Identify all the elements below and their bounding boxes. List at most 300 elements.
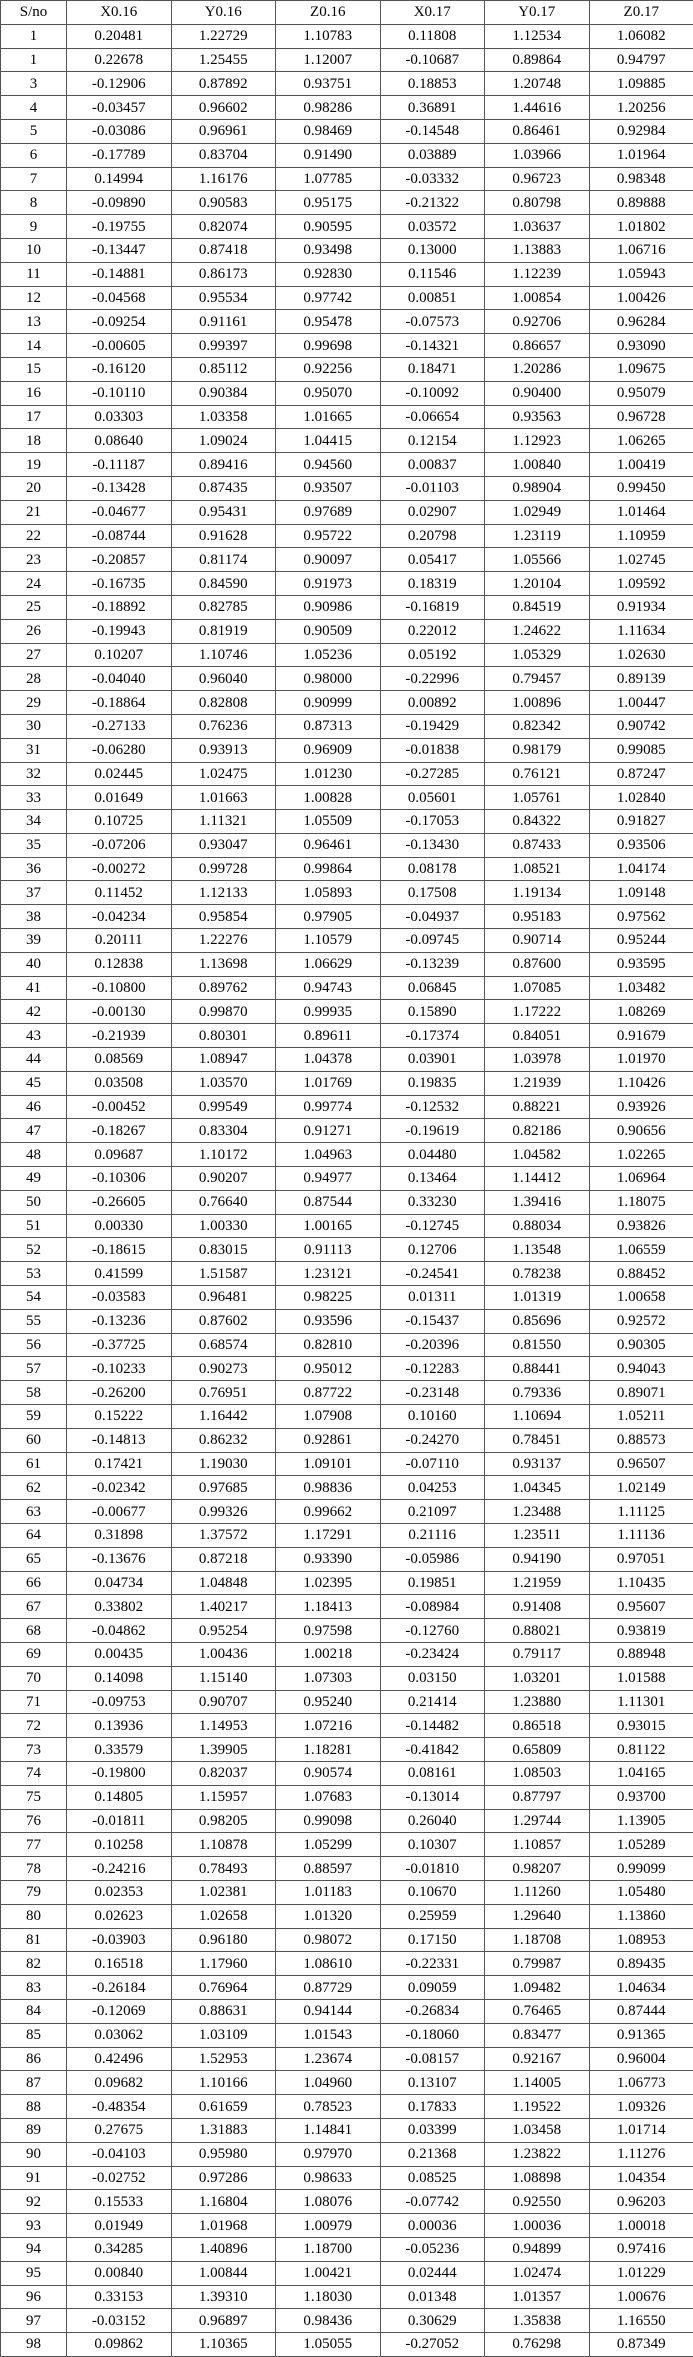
row-number-cell: 71 bbox=[1, 1690, 67, 1714]
table-cell: 1.08610 bbox=[276, 1952, 381, 1976]
row-number-cell: 39 bbox=[1, 929, 67, 953]
table-cell: 1.02630 bbox=[589, 643, 693, 667]
table-cell: 0.03901 bbox=[380, 1048, 485, 1072]
table-cell: 1.10959 bbox=[589, 524, 693, 548]
table-cell: 0.21368 bbox=[380, 2142, 485, 2166]
table-cell: 0.87600 bbox=[485, 952, 590, 976]
table-cell: 1.20104 bbox=[485, 572, 590, 596]
table-cell: 1.23822 bbox=[485, 2142, 590, 2166]
table-cell: 1.25455 bbox=[171, 48, 276, 72]
row-number-cell: 27 bbox=[1, 643, 67, 667]
table-row bbox=[1, 1809, 693, 1833]
table-row bbox=[1, 1167, 693, 1191]
table-cell: 0.88452 bbox=[589, 1262, 693, 1286]
table-row bbox=[1, 1476, 693, 1500]
table-row bbox=[1, 548, 693, 572]
row-number-cell: 38 bbox=[1, 905, 67, 929]
row-number-cell: 3 bbox=[1, 72, 67, 96]
table-cell: 1.04960 bbox=[276, 2071, 381, 2095]
table-cell: 1.00658 bbox=[589, 1286, 693, 1310]
table-cell: 0.91934 bbox=[589, 595, 693, 619]
table-cell: 1.02474 bbox=[485, 2261, 590, 2285]
table-cell: 1.07085 bbox=[485, 976, 590, 1000]
row-number-cell: 77 bbox=[1, 1833, 67, 1857]
table-cell: 0.21116 bbox=[380, 1524, 485, 1548]
row-number-cell: 36 bbox=[1, 857, 67, 881]
table-cell: 0.82186 bbox=[485, 1119, 590, 1143]
table-cell: -0.08157 bbox=[380, 2047, 485, 2071]
table-row bbox=[1, 2261, 693, 2285]
table-cell: 1.05211 bbox=[589, 1405, 693, 1429]
table-cell: 1.06559 bbox=[589, 1238, 693, 1262]
table-cell: 0.21414 bbox=[380, 1690, 485, 1714]
table-row bbox=[1, 500, 693, 524]
row-number-cell: 95 bbox=[1, 2261, 67, 2285]
table-cell: 1.24622 bbox=[485, 619, 590, 643]
table-cell: 0.79336 bbox=[485, 1381, 590, 1405]
table-cell: 0.33802 bbox=[67, 1595, 172, 1619]
row-number-cell: 94 bbox=[1, 2237, 67, 2261]
table-cell: 1.06082 bbox=[589, 24, 693, 48]
table-cell: 0.10160 bbox=[380, 1405, 485, 1429]
table-cell: 1.13905 bbox=[589, 1809, 693, 1833]
table-cell: 0.04480 bbox=[380, 1143, 485, 1167]
table-cell: 0.16518 bbox=[67, 1952, 172, 1976]
table-cell: 1.00419 bbox=[589, 453, 693, 477]
table-cell: 0.91679 bbox=[589, 1024, 693, 1048]
table-cell: 1.08076 bbox=[276, 2190, 381, 2214]
table-cell: 0.10670 bbox=[380, 1880, 485, 1904]
table-cell: 0.79987 bbox=[485, 1952, 590, 1976]
table-cell: 1.18700 bbox=[276, 2237, 381, 2261]
table-cell: 1.05236 bbox=[276, 643, 381, 667]
row-number-cell: 63 bbox=[1, 1500, 67, 1524]
table-row bbox=[1, 72, 693, 96]
table-row bbox=[1, 476, 693, 500]
table-cell: 0.95478 bbox=[276, 310, 381, 334]
table-row bbox=[1, 1880, 693, 1904]
row-number-cell: 62 bbox=[1, 1476, 67, 1500]
table-row bbox=[1, 667, 693, 691]
header-row bbox=[1, 1, 693, 25]
table-cell: 0.91271 bbox=[276, 1119, 381, 1143]
table-row bbox=[1, 833, 693, 857]
table-row bbox=[1, 2237, 693, 2261]
table-cell: 0.93015 bbox=[589, 1714, 693, 1738]
table-cell: 0.83015 bbox=[171, 1238, 276, 1262]
table-cell: 0.19851 bbox=[380, 1571, 485, 1595]
table-cell: 0.93506 bbox=[589, 833, 693, 857]
table-cell: 0.95070 bbox=[276, 381, 381, 405]
row-number-cell: 93 bbox=[1, 2214, 67, 2238]
table-cell: 1.20286 bbox=[485, 357, 590, 381]
row-number-cell: 79 bbox=[1, 1880, 67, 1904]
row-number-cell: 61 bbox=[1, 1452, 67, 1476]
table-row bbox=[1, 2095, 693, 2119]
table-cell: -0.17053 bbox=[380, 810, 485, 834]
table-cell: -0.26834 bbox=[380, 1999, 485, 2023]
table-cell: 0.92256 bbox=[276, 357, 381, 381]
table-cell: -0.13428 bbox=[67, 476, 172, 500]
table-cell: 1.00447 bbox=[589, 691, 693, 715]
row-number-cell: 33 bbox=[1, 786, 67, 810]
row-number-cell: 96 bbox=[1, 2285, 67, 2309]
table-cell: 1.16442 bbox=[171, 1405, 276, 1429]
table-cell: 1.09885 bbox=[589, 72, 693, 96]
table-cell: 1.07216 bbox=[276, 1714, 381, 1738]
table-cell: 0.89888 bbox=[589, 191, 693, 215]
table-cell: 1.12534 bbox=[485, 24, 590, 48]
row-number-cell: 74 bbox=[1, 1761, 67, 1785]
table-row bbox=[1, 952, 693, 976]
table-cell: -0.04234 bbox=[67, 905, 172, 929]
table-cell: -0.23424 bbox=[380, 1642, 485, 1666]
table-cell: 0.99935 bbox=[276, 1000, 381, 1024]
table-cell: 0.93090 bbox=[589, 334, 693, 358]
table-cell: -0.03152 bbox=[67, 2309, 172, 2333]
table-cell: -0.12760 bbox=[380, 1619, 485, 1643]
table-cell: -0.13236 bbox=[67, 1309, 172, 1333]
table-cell: 0.31898 bbox=[67, 1524, 172, 1548]
table-cell: 0.00330 bbox=[67, 1214, 172, 1238]
table-cell: 1.40217 bbox=[171, 1595, 276, 1619]
row-number-cell: 29 bbox=[1, 691, 67, 715]
table-cell: 0.36891 bbox=[380, 96, 485, 120]
table-row bbox=[1, 238, 693, 262]
table-cell: -0.20396 bbox=[380, 1333, 485, 1357]
table-cell: 0.17833 bbox=[380, 2095, 485, 2119]
table-cell: 1.01357 bbox=[485, 2285, 590, 2309]
table-row bbox=[1, 1619, 693, 1643]
table-cell: -0.18864 bbox=[67, 691, 172, 715]
row-number-cell: 98 bbox=[1, 2333, 67, 2357]
table-cell: -0.13676 bbox=[67, 1547, 172, 1571]
table-cell: 1.16550 bbox=[589, 2309, 693, 2333]
table-cell: 0.08178 bbox=[380, 857, 485, 881]
table-cell: 0.90509 bbox=[276, 619, 381, 643]
table-cell: -0.19619 bbox=[380, 1119, 485, 1143]
table-cell: 0.14805 bbox=[67, 1785, 172, 1809]
table-cell: 1.05055 bbox=[276, 2333, 381, 2357]
row-number-cell: 10 bbox=[1, 238, 67, 262]
table-row bbox=[1, 2333, 693, 2357]
row-number-cell: 88 bbox=[1, 2095, 67, 2119]
table-cell: 0.84051 bbox=[485, 1024, 590, 1048]
table-cell: -0.19800 bbox=[67, 1761, 172, 1785]
table-cell: -0.09890 bbox=[67, 191, 172, 215]
row-number-cell: 83 bbox=[1, 1976, 67, 2000]
table-cell: -0.23148 bbox=[380, 1381, 485, 1405]
table-cell: 0.09687 bbox=[67, 1143, 172, 1167]
table-cell: 1.14841 bbox=[276, 2118, 381, 2142]
table-cell: 0.03508 bbox=[67, 1071, 172, 1095]
table-cell: 0.15533 bbox=[67, 2190, 172, 2214]
table-row bbox=[1, 857, 693, 881]
table-cell: -0.15437 bbox=[380, 1309, 485, 1333]
table-cell: 0.82037 bbox=[171, 1761, 276, 1785]
table-cell: 0.06845 bbox=[380, 976, 485, 1000]
table-cell: 0.85112 bbox=[171, 357, 276, 381]
table-cell: 1.02658 bbox=[171, 1904, 276, 1928]
row-number-cell: 19 bbox=[1, 453, 67, 477]
table-cell: -0.04677 bbox=[67, 500, 172, 524]
table-cell: 1.09024 bbox=[171, 429, 276, 453]
table-cell: 1.44616 bbox=[485, 96, 590, 120]
table-cell: 0.90583 bbox=[171, 191, 276, 215]
row-number-cell: 44 bbox=[1, 1048, 67, 1072]
table-cell: 0.97970 bbox=[276, 2142, 381, 2166]
table-cell: 1.16804 bbox=[171, 2190, 276, 2214]
table-cell: -0.26184 bbox=[67, 1976, 172, 2000]
table-cell: 0.98000 bbox=[276, 667, 381, 691]
table-cell: 1.19134 bbox=[485, 881, 590, 905]
table-cell: -0.18615 bbox=[67, 1238, 172, 1262]
table-cell: -0.05986 bbox=[380, 1547, 485, 1571]
table-cell: 1.11634 bbox=[589, 619, 693, 643]
table-cell: 0.10258 bbox=[67, 1833, 172, 1857]
table-cell: 1.19522 bbox=[485, 2095, 590, 2119]
table-cell: 1.20748 bbox=[485, 72, 590, 96]
table-cell: 0.97689 bbox=[276, 500, 381, 524]
table-cell: 0.97051 bbox=[589, 1547, 693, 1571]
table-row bbox=[1, 2047, 693, 2071]
table-cell: 0.78493 bbox=[171, 1857, 276, 1881]
table-row bbox=[1, 643, 693, 667]
table-cell: -0.14482 bbox=[380, 1714, 485, 1738]
table-cell: -0.11187 bbox=[67, 453, 172, 477]
row-number-cell: 60 bbox=[1, 1428, 67, 1452]
table-cell: -0.24216 bbox=[67, 1857, 172, 1881]
table-cell: 0.94977 bbox=[276, 1167, 381, 1191]
table-cell: 0.81122 bbox=[589, 1738, 693, 1762]
table-cell: 0.99099 bbox=[589, 1857, 693, 1881]
table-cell: 1.13548 bbox=[485, 1238, 590, 1262]
table-cell: 0.95534 bbox=[171, 286, 276, 310]
table-cell: 0.94144 bbox=[276, 1999, 381, 2023]
table-cell: 0.15890 bbox=[380, 1000, 485, 1024]
table-cell: 0.65809 bbox=[485, 1738, 590, 1762]
table-row bbox=[1, 1428, 693, 1452]
row-number-cell: 18 bbox=[1, 429, 67, 453]
table-cell: 0.93826 bbox=[589, 1214, 693, 1238]
table-cell: 1.01769 bbox=[276, 1071, 381, 1095]
table-cell: 0.11808 bbox=[380, 24, 485, 48]
table-row bbox=[1, 1547, 693, 1571]
table-cell: 1.18030 bbox=[276, 2285, 381, 2309]
row-number-cell: 97 bbox=[1, 2309, 67, 2333]
row-number-cell: 80 bbox=[1, 1904, 67, 1928]
table-cell: 1.05480 bbox=[589, 1880, 693, 1904]
table-cell: -0.10687 bbox=[380, 48, 485, 72]
table-cell: -0.09745 bbox=[380, 929, 485, 953]
row-number-cell: 25 bbox=[1, 595, 67, 619]
table-cell: 0.96461 bbox=[276, 833, 381, 857]
table-cell: -0.06654 bbox=[380, 405, 485, 429]
row-number-cell: 14 bbox=[1, 334, 67, 358]
table-cell: 1.04634 bbox=[589, 1976, 693, 2000]
column-header-y017: Y0.17 bbox=[485, 1, 590, 25]
table-cell: 1.04848 bbox=[171, 1571, 276, 1595]
table-cell: -0.22331 bbox=[380, 1952, 485, 1976]
table-cell: 0.09862 bbox=[67, 2333, 172, 2357]
table-cell: 0.93390 bbox=[276, 1547, 381, 1571]
table-cell: 0.93047 bbox=[171, 833, 276, 857]
row-number-cell: 72 bbox=[1, 1714, 67, 1738]
table-row bbox=[1, 595, 693, 619]
table-cell: 0.78451 bbox=[485, 1428, 590, 1452]
table-cell: 0.87218 bbox=[171, 1547, 276, 1571]
table-cell: 1.15140 bbox=[171, 1666, 276, 1690]
table-cell: 1.17960 bbox=[171, 1952, 276, 1976]
table-cell: 0.13936 bbox=[67, 1714, 172, 1738]
table-cell: 1.23488 bbox=[485, 1500, 590, 1524]
table-cell: 1.16176 bbox=[171, 167, 276, 191]
table-cell: 0.79457 bbox=[485, 667, 590, 691]
table-cell: 0.97742 bbox=[276, 286, 381, 310]
table-cell: 1.06773 bbox=[589, 2071, 693, 2095]
table-cell: 1.04582 bbox=[485, 1143, 590, 1167]
table-cell: 0.05417 bbox=[380, 548, 485, 572]
row-number-cell: 84 bbox=[1, 1999, 67, 2023]
table-row bbox=[1, 572, 693, 596]
table-cell: 1.19030 bbox=[171, 1452, 276, 1476]
table-cell: 0.91628 bbox=[171, 524, 276, 548]
table-cell: 1.01230 bbox=[276, 762, 381, 786]
row-number-cell: 54 bbox=[1, 1286, 67, 1310]
table-cell: 0.12838 bbox=[67, 952, 172, 976]
table-cell: 0.82785 bbox=[171, 595, 276, 619]
table-cell: 0.26040 bbox=[380, 1809, 485, 1833]
table-cell: 0.27675 bbox=[67, 2118, 172, 2142]
table-cell: 0.79117 bbox=[485, 1642, 590, 1666]
table-cell: 1.01588 bbox=[589, 1666, 693, 1690]
table-cell: 0.98436 bbox=[276, 2309, 381, 2333]
table-cell: 1.09148 bbox=[589, 881, 693, 905]
row-number-cell: 43 bbox=[1, 1024, 67, 1048]
table-cell: 1.18075 bbox=[589, 1190, 693, 1214]
table-row bbox=[1, 1833, 693, 1857]
table-row bbox=[1, 1214, 693, 1238]
table-cell: 0.87418 bbox=[171, 238, 276, 262]
table-cell: 0.86518 bbox=[485, 1714, 590, 1738]
table-cell: 1.10783 bbox=[276, 24, 381, 48]
table-cell: -0.12745 bbox=[380, 1214, 485, 1238]
table-cell: 0.76964 bbox=[171, 1976, 276, 2000]
table-cell: 0.98836 bbox=[276, 1476, 381, 1500]
table-cell: -0.00677 bbox=[67, 1500, 172, 1524]
table-cell: 0.22012 bbox=[380, 619, 485, 643]
table-row bbox=[1, 1761, 693, 1785]
table-cell: 0.17508 bbox=[380, 881, 485, 905]
table-cell: 1.00421 bbox=[276, 2261, 381, 2285]
row-number-cell: 8 bbox=[1, 191, 67, 215]
table-cell: 0.86461 bbox=[485, 119, 590, 143]
table-row bbox=[1, 1119, 693, 1143]
table-cell: -0.01811 bbox=[67, 1809, 172, 1833]
table-cell: 1.23674 bbox=[276, 2047, 381, 2071]
table-cell: 0.90400 bbox=[485, 381, 590, 405]
table-cell: 0.00851 bbox=[380, 286, 485, 310]
table-cell: 0.13464 bbox=[380, 1167, 485, 1191]
table-cell: 0.33153 bbox=[67, 2285, 172, 2309]
row-number-cell: 6 bbox=[1, 143, 67, 167]
row-number-cell: 57 bbox=[1, 1357, 67, 1381]
table-cell: 0.95175 bbox=[276, 191, 381, 215]
row-number-cell: 40 bbox=[1, 952, 67, 976]
table-row bbox=[1, 1357, 693, 1381]
table-cell: -0.07573 bbox=[380, 310, 485, 334]
table-cell: 0.80301 bbox=[171, 1024, 276, 1048]
table-row bbox=[1, 1904, 693, 1928]
table-cell: 0.93563 bbox=[485, 405, 590, 429]
row-number-cell: 53 bbox=[1, 1262, 67, 1286]
row-number-cell: 87 bbox=[1, 2071, 67, 2095]
table-cell: 0.98633 bbox=[276, 2166, 381, 2190]
table-cell: 0.99662 bbox=[276, 1500, 381, 1524]
row-number-cell: 26 bbox=[1, 619, 67, 643]
table-cell: 1.00036 bbox=[485, 2214, 590, 2238]
table-cell: -0.21322 bbox=[380, 191, 485, 215]
table-cell: 0.03572 bbox=[380, 215, 485, 239]
table-row bbox=[1, 524, 693, 548]
table-cell: -0.03457 bbox=[67, 96, 172, 120]
row-number-cell: 51 bbox=[1, 1214, 67, 1238]
table-cell: 0.02445 bbox=[67, 762, 172, 786]
table-cell: 0.98179 bbox=[485, 738, 590, 762]
row-number-cell: 35 bbox=[1, 833, 67, 857]
table-cell: -0.10110 bbox=[67, 381, 172, 405]
row-number-cell: 92 bbox=[1, 2190, 67, 2214]
table-cell: -0.26605 bbox=[67, 1190, 172, 1214]
table-cell: 1.01183 bbox=[276, 1880, 381, 1904]
table-cell: 0.89139 bbox=[589, 667, 693, 691]
table-row bbox=[1, 453, 693, 477]
table-cell: -0.22996 bbox=[380, 667, 485, 691]
column-header-y016: Y0.16 bbox=[171, 1, 276, 25]
table-cell: 0.83477 bbox=[485, 2023, 590, 2047]
table-cell: -0.00452 bbox=[67, 1095, 172, 1119]
table-row bbox=[1, 1238, 693, 1262]
table-row bbox=[1, 1071, 693, 1095]
table-cell: 0.78523 bbox=[276, 2095, 381, 2119]
table-cell: 0.84590 bbox=[171, 572, 276, 596]
table-cell: 1.02395 bbox=[276, 1571, 381, 1595]
table-cell: 1.01964 bbox=[589, 143, 693, 167]
table-cell: 0.96040 bbox=[171, 667, 276, 691]
table-cell: -0.27052 bbox=[380, 2333, 485, 2357]
table-cell: 1.20256 bbox=[589, 96, 693, 120]
table-cell: 0.02907 bbox=[380, 500, 485, 524]
table-cell: 0.03889 bbox=[380, 143, 485, 167]
table-cell: 1.01665 bbox=[276, 405, 381, 429]
table-cell: 0.00435 bbox=[67, 1642, 172, 1666]
table-cell: 0.85696 bbox=[485, 1309, 590, 1333]
table-cell: 1.01320 bbox=[276, 1904, 381, 1928]
table-cell: 1.03978 bbox=[485, 1048, 590, 1072]
table-cell: 0.95980 bbox=[171, 2142, 276, 2166]
table-cell: 0.76121 bbox=[485, 762, 590, 786]
table-cell: 0.95012 bbox=[276, 1357, 381, 1381]
table-cell: 1.11260 bbox=[485, 1880, 590, 1904]
table-cell: 0.98207 bbox=[485, 1857, 590, 1881]
table-cell: 0.87602 bbox=[171, 1309, 276, 1333]
table-cell: 0.93700 bbox=[589, 1785, 693, 1809]
column-header-z017: Z0.17 bbox=[589, 1, 693, 25]
table-cell: 0.90986 bbox=[276, 595, 381, 619]
table-cell: 1.08503 bbox=[485, 1761, 590, 1785]
table-cell: -0.27133 bbox=[67, 714, 172, 738]
row-number-cell: 85 bbox=[1, 2023, 67, 2047]
